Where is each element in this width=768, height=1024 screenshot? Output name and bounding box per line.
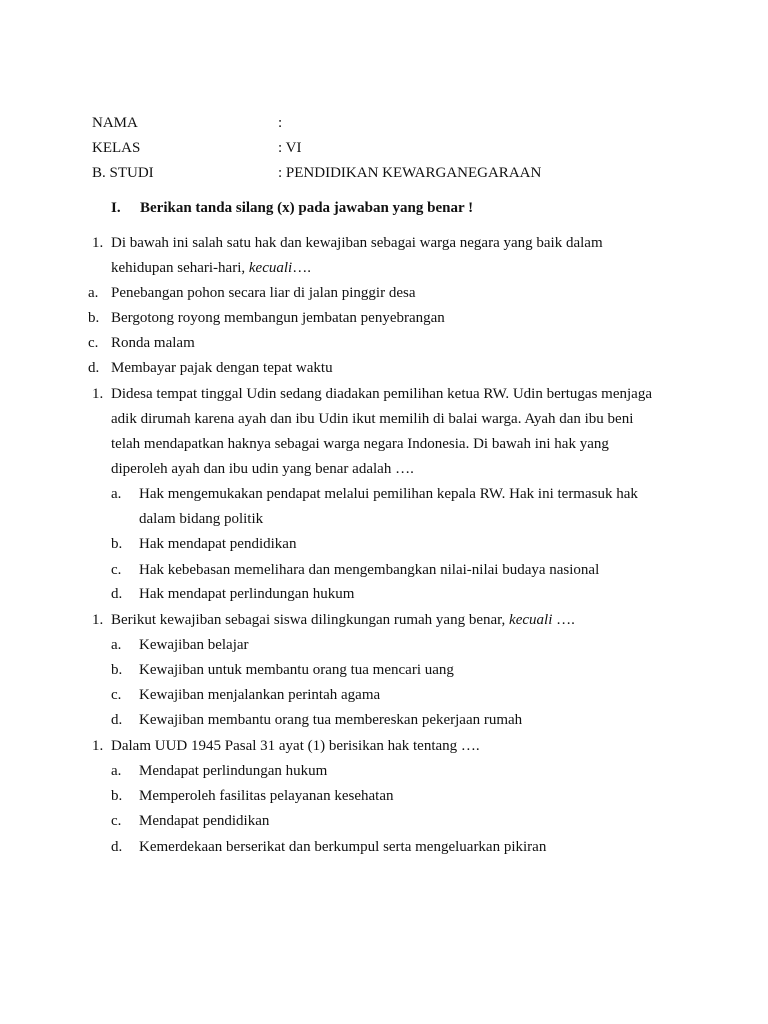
section-number: I. <box>111 200 121 216</box>
q3-option-c-letter: c. <box>111 687 122 703</box>
question-1-ellipsis: …. <box>292 260 311 276</box>
q2-option-c-letter: c. <box>111 562 122 578</box>
question-2-line-3: telah mendapatkan haknya sebagai warga negara Indonesia. Di bawah ini hak yang <box>111 436 609 452</box>
q3-option-c-text: Kewajiban menjalankan perintah agama <box>139 687 381 703</box>
question-2-number: 1. <box>92 386 104 402</box>
nama-value: : <box>278 115 283 131</box>
q1-option-c-letter: c. <box>88 335 99 351</box>
q2-option-c-text: Hak kebebasan memelihara dan mengembangkan nilai-nilai budaya nasional <box>139 562 600 578</box>
q4-option-b-text: Memperoleh fasilitas pelayanan kesehatan <box>139 788 394 804</box>
q1-option-d-text: Membayar pajak dengan tepat waktu <box>111 360 333 376</box>
studi-value: : PENDIDIKAN KEWARGANEGARAAN <box>278 165 542 181</box>
q4-option-d-text: Kemerdekaan berserikat dan berkumpul serta mengeluarkan pikiran <box>139 839 547 855</box>
q4-option-a-letter: a. <box>111 763 122 779</box>
question-3-line-1-plain: Berikut kewajiban sebagai siswa dilingkungan rumah yang benar, <box>111 612 510 628</box>
q3-option-d-letter: d. <box>111 712 123 728</box>
q2-option-a-letter: a. <box>111 486 122 502</box>
q1-option-b-text: Bergotong royong membangun jembatan penyebrangan <box>111 310 445 326</box>
q3-option-a-text: Kewajiban belajar <box>139 637 249 653</box>
q1-option-a-letter: a. <box>88 285 99 301</box>
q2-option-b-letter: b. <box>111 536 123 552</box>
question-4-number: 1. <box>92 738 104 754</box>
question-1-kecuali: kecuali <box>248 260 293 276</box>
q2-option-d-letter: d. <box>111 586 123 602</box>
q3-option-b-text: Kewajiban untuk membantu orang tua mencari uang <box>139 662 454 678</box>
q2-option-b-text: Hak mendapat pendidikan <box>139 536 297 552</box>
q1-option-d-letter: d. <box>88 360 100 376</box>
question-2-line-1: Didesa tempat tinggal Udin sedang diadakan pemilihan ketua RW. Udin bertugas menjaga <box>111 386 652 402</box>
q4-option-b-letter: b. <box>111 788 123 804</box>
q1-option-a-text: Penebangan pohon secara liar di jalan pinggir desa <box>111 285 416 301</box>
question-2-line-4: diperoleh ayah dan ibu udin yang benar adalah …. <box>111 461 414 477</box>
kelas-value: : VI <box>278 140 302 156</box>
studi-label: B. STUDI <box>92 165 154 181</box>
question-3-line-1 <box>111 611 575 629</box>
question-3-number: 1. <box>92 612 104 628</box>
q4-option-d-letter: d. <box>111 839 123 855</box>
q3-option-b-letter: b. <box>111 662 123 678</box>
section-instruction: Berikan tanda silang (x) pada jawaban yang benar ! <box>140 200 474 216</box>
kelas-label: KELAS <box>92 140 141 156</box>
q1-option-b-letter: b. <box>88 310 100 326</box>
question-3-kecuali: kecuali <box>509 612 553 628</box>
q3-option-a-letter: a. <box>111 637 122 653</box>
q4-option-a-text: Mendapat perlindungan hukum <box>139 763 328 779</box>
question-4-line-1: Dalam UUD 1945 Pasal 31 ayat (1) berisikan hak tentang …. <box>111 738 480 754</box>
question-1-line-1: Di bawah ini salah satu hak dan kewajiban sebagai warga negara yang baik dalam <box>111 235 603 251</box>
q4-option-c-text: Mendapat pendidikan <box>139 813 270 829</box>
question-1-number: 1. <box>92 235 104 251</box>
q4-option-c-letter: c. <box>111 813 122 829</box>
question-2-line-2: adik dirumah karena ayah dan ibu Udin ikut memilih di balai warga. Ayah dan ibu beni <box>111 411 634 427</box>
question-1-line-2-plain: kehidupan sehari-hari, <box>111 260 249 276</box>
q2-option-a-text: Hak mengemukakan pendapat melalui pemilihan kepala RW. Hak ini termasuk hak <box>139 486 638 502</box>
q2-option-a-text-2: dalam bidang politik <box>139 511 264 527</box>
q3-option-d-text: Kewajiban membantu orang tua membereskan pekerjaan rumah <box>139 712 523 728</box>
nama-label: NAMA <box>92 115 138 131</box>
q2-option-d-text: Hak mendapat perlindungan hukum <box>139 586 355 602</box>
question-3-ellipsis: …. <box>552 612 575 628</box>
q1-option-c-text: Ronda malam <box>111 335 195 351</box>
question-1-line-2 <box>111 259 311 277</box>
